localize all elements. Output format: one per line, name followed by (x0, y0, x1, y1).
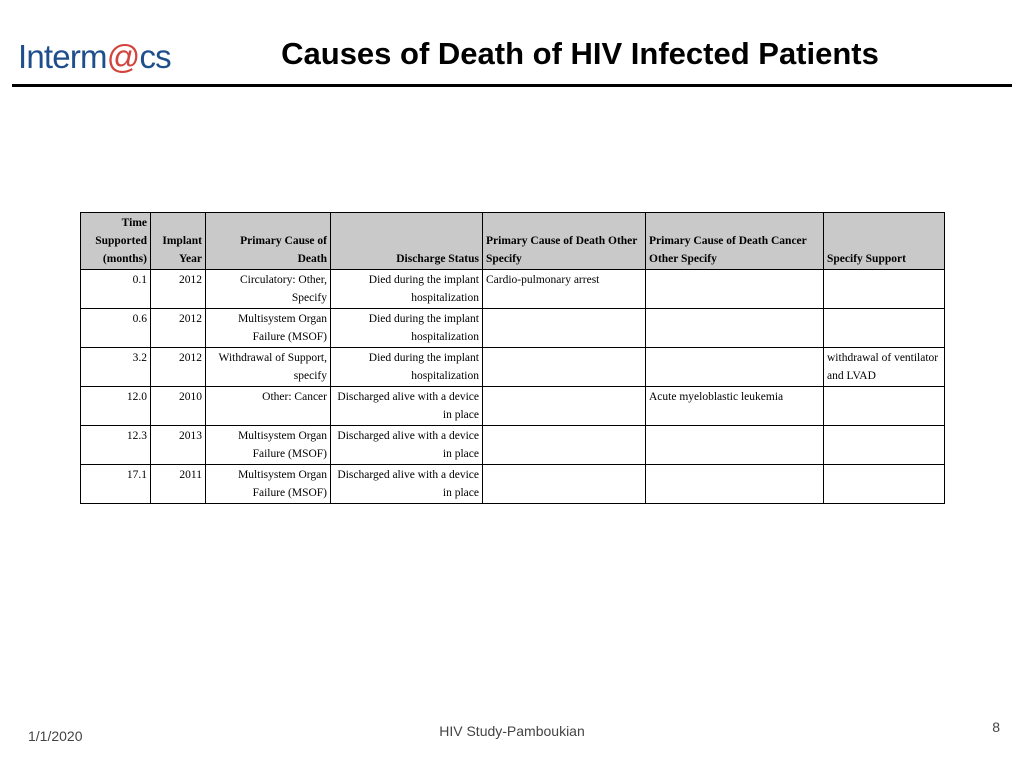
table-row (81, 348, 945, 387)
cell-cancer-other-specify (646, 309, 824, 348)
cell-cause-other-specify (483, 426, 646, 465)
cell-primary-cause: Multisystem Organ Failure (MSOF) (206, 426, 331, 465)
intermacs-logo (18, 38, 171, 76)
header-cancer-other-specify: Primary Cause of Death Cancer Other Specify (646, 213, 824, 270)
slide-title: Causes of Death of HIV Infected Patients (281, 36, 879, 71)
header-discharge-status: Discharge Status (331, 213, 483, 270)
cell-implant-year: 2012 (151, 270, 206, 309)
footer-date: 1/1/2020 (28, 728, 83, 744)
header-cause-other-specify: Primary Cause of Death Other Specify (483, 213, 646, 270)
cell-cancer-other-specify (646, 465, 824, 504)
cell-cancer-other-specify (646, 426, 824, 465)
cell-implant-year: 2011 (151, 465, 206, 504)
cell-cancer-other-specify (646, 348, 824, 387)
cell-primary-cause: Multisystem Organ Failure (MSOF) (206, 465, 331, 504)
cell-time-supported: 12.3 (81, 426, 151, 465)
cell-specify-support (824, 426, 945, 465)
cell-discharge-status: Discharged alive with a device in place (331, 387, 483, 426)
table-row (81, 309, 945, 348)
cell-primary-cause: Multisystem Organ Failure (MSOF) (206, 309, 331, 348)
causes-of-death-table (80, 212, 945, 504)
cell-cause-other-specify (483, 387, 646, 426)
cell-time-supported: 12.0 (81, 387, 151, 426)
cell-discharge-status: Died during the implant hospitalization (331, 348, 483, 387)
cell-cause-other-specify: Cardio-pulmonary arrest (483, 270, 646, 309)
table-row (81, 426, 945, 465)
cell-specify-support (824, 465, 945, 504)
logo-text-prefix: Interm (18, 38, 107, 75)
cell-time-supported: 0.6 (81, 309, 151, 348)
table-row (81, 387, 945, 426)
cell-specify-support (824, 270, 945, 309)
cell-primary-cause: Circulatory: Other, Specify (206, 270, 331, 309)
cell-implant-year: 2013 (151, 426, 206, 465)
logo-mark: @ (106, 38, 140, 75)
cell-implant-year: 2012 (151, 348, 206, 387)
cell-discharge-status: Discharged alive with a device in place (331, 465, 483, 504)
logo-text-suffix: cs (139, 38, 171, 75)
header-time-supported: Time Supported (months) (81, 213, 151, 270)
cell-primary-cause: Withdrawal of Support, specify (206, 348, 331, 387)
cell-time-supported: 3.2 (81, 348, 151, 387)
title-divider (12, 84, 1012, 87)
footer-study-name: HIV Study-Pamboukian (439, 723, 585, 739)
cell-discharge-status: Died during the implant hospitalization (331, 309, 483, 348)
cell-cancer-other-specify (646, 270, 824, 309)
cell-time-supported: 0.1 (81, 270, 151, 309)
cell-cause-other-specify (483, 465, 646, 504)
cell-primary-cause: Other: Cancer (206, 387, 331, 426)
cell-specify-support (824, 309, 945, 348)
cell-discharge-status: Discharged alive with a device in place (331, 426, 483, 465)
header-primary-cause: Primary Cause of Death (206, 213, 331, 270)
cell-specify-support (824, 387, 945, 426)
table-row (81, 270, 945, 309)
cell-time-supported: 17.1 (81, 465, 151, 504)
cell-cancer-other-specify: Acute myeloblastic leukemia (646, 387, 824, 426)
page-number: 8 (992, 719, 1000, 735)
table-header-row (81, 213, 945, 270)
cell-implant-year: 2012 (151, 309, 206, 348)
header-specify-support: Specify Support (824, 213, 945, 270)
cell-specify-support: withdrawal of ventilator and LVAD (824, 348, 945, 387)
cell-cause-other-specify (483, 309, 646, 348)
cell-cause-other-specify (483, 348, 646, 387)
cell-implant-year: 2010 (151, 387, 206, 426)
cell-discharge-status: Died during the implant hospitalization (331, 270, 483, 309)
table-row (81, 465, 945, 504)
header-implant-year: Implant Year (151, 213, 206, 270)
